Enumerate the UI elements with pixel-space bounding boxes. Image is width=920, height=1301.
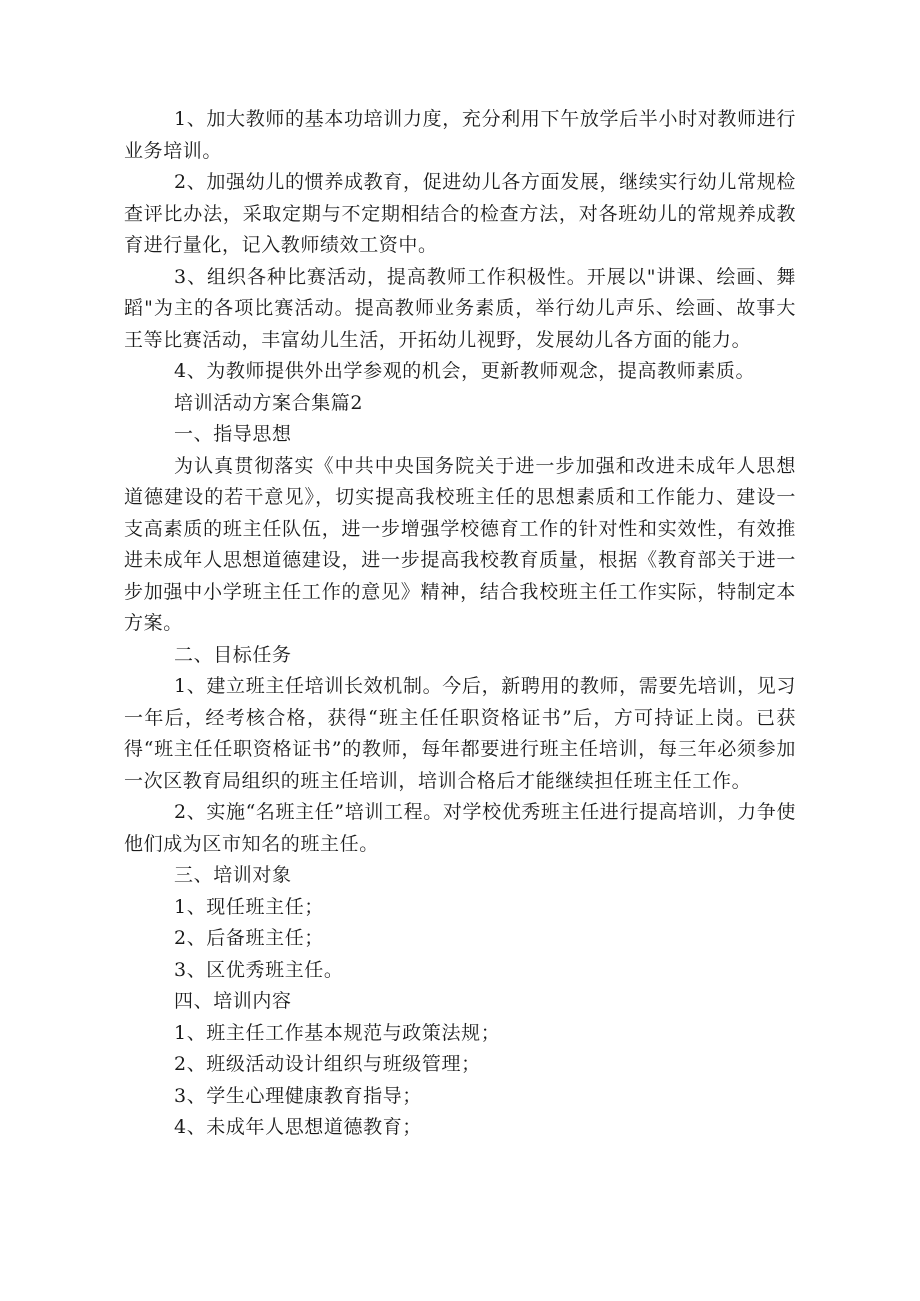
section-title: 培训活动方案合集篇2 bbox=[174, 391, 364, 414]
paragraph: 1、加大教师的基本功培训力度，充分利用下午放学后半小时对教师进行业务培训。 bbox=[124, 108, 796, 162]
list-item: 4、未成年人思想道德教育； bbox=[174, 1116, 422, 1138]
paragraph: 为认真贯彻落实《中共中央国务院关于进一步加强和改进未成年人思想道德建设的若干意见》，切实提高我校班主任的思想素质和工作能力、建设一支高素质的班主任队伍，进一步增强学校德育工作的针对性和实效性，有效推进未成年人思想道德建设，进一步提高我校教育质量，根据《教育部关于进一步加强中小学班主任工作的意见》精神，结合我校班主任工作实际，特制定本方案。 bbox=[124, 454, 796, 634]
paragraph: 1、建立班主任培训长效机制。今后，新聘用的教师，需要先培训，见习一年后，经考核合格，获得“班主任任职资格证书”后，方可持证上岗。已获得“班主任任职资格证书”的教师，每年都要进行班主任培训，每三年必须参加一次区教育局组织的班主任培训，培训合格后才能继续担任班主任工作。 bbox=[124, 675, 796, 792]
section-heading: 一、指导思想 bbox=[174, 423, 292, 445]
list-item: 1、现任班主任； bbox=[174, 895, 324, 918]
list-item: 2、班级活动设计组织与班级管理； bbox=[174, 1053, 481, 1075]
document-body bbox=[124, 104, 796, 1144]
list-item: 3、区优秀班主任。 bbox=[174, 958, 344, 981]
paragraph: 3、组织各种比赛活动，提高教师工作积极性。开展以"讲课、绘画、舞蹈"为主的各项比赛活动。提高教师业务素质，举行幼儿声乐、绘画、故事大王等比赛活动，丰富幼儿生活，开拓幼儿视野，发展幼儿各方面的能力。 bbox=[124, 265, 796, 351]
list-item: 3、学生心理健康教育指导； bbox=[174, 1084, 422, 1107]
paragraph: 2、实施“名班主任”培训工程。对学校优秀班主任进行提高培训，力争使他们成为区市知名的班主任。 bbox=[124, 801, 796, 855]
paragraph: 2、加强幼儿的惯养成教育，促进幼儿各方面发展，继续实行幼儿常规检查评比办法，采取定期与不定期相结合的检查方法，对各班幼儿的常规养成教育进行量化，记入教师绩效工资中。 bbox=[124, 171, 796, 256]
paragraph: 4、为教师提供外出学参观的机会，更新教师观念，提高教师素质。 bbox=[174, 360, 756, 382]
section-heading: 三、培训对象 bbox=[174, 864, 292, 886]
section-heading: 四、培训内容 bbox=[174, 990, 292, 1012]
list-item: 1、班主任工作基本规范与政策法规； bbox=[174, 1021, 501, 1044]
section-heading: 二、目标任务 bbox=[174, 643, 292, 666]
list-item: 2、后备班主任； bbox=[174, 927, 324, 949]
